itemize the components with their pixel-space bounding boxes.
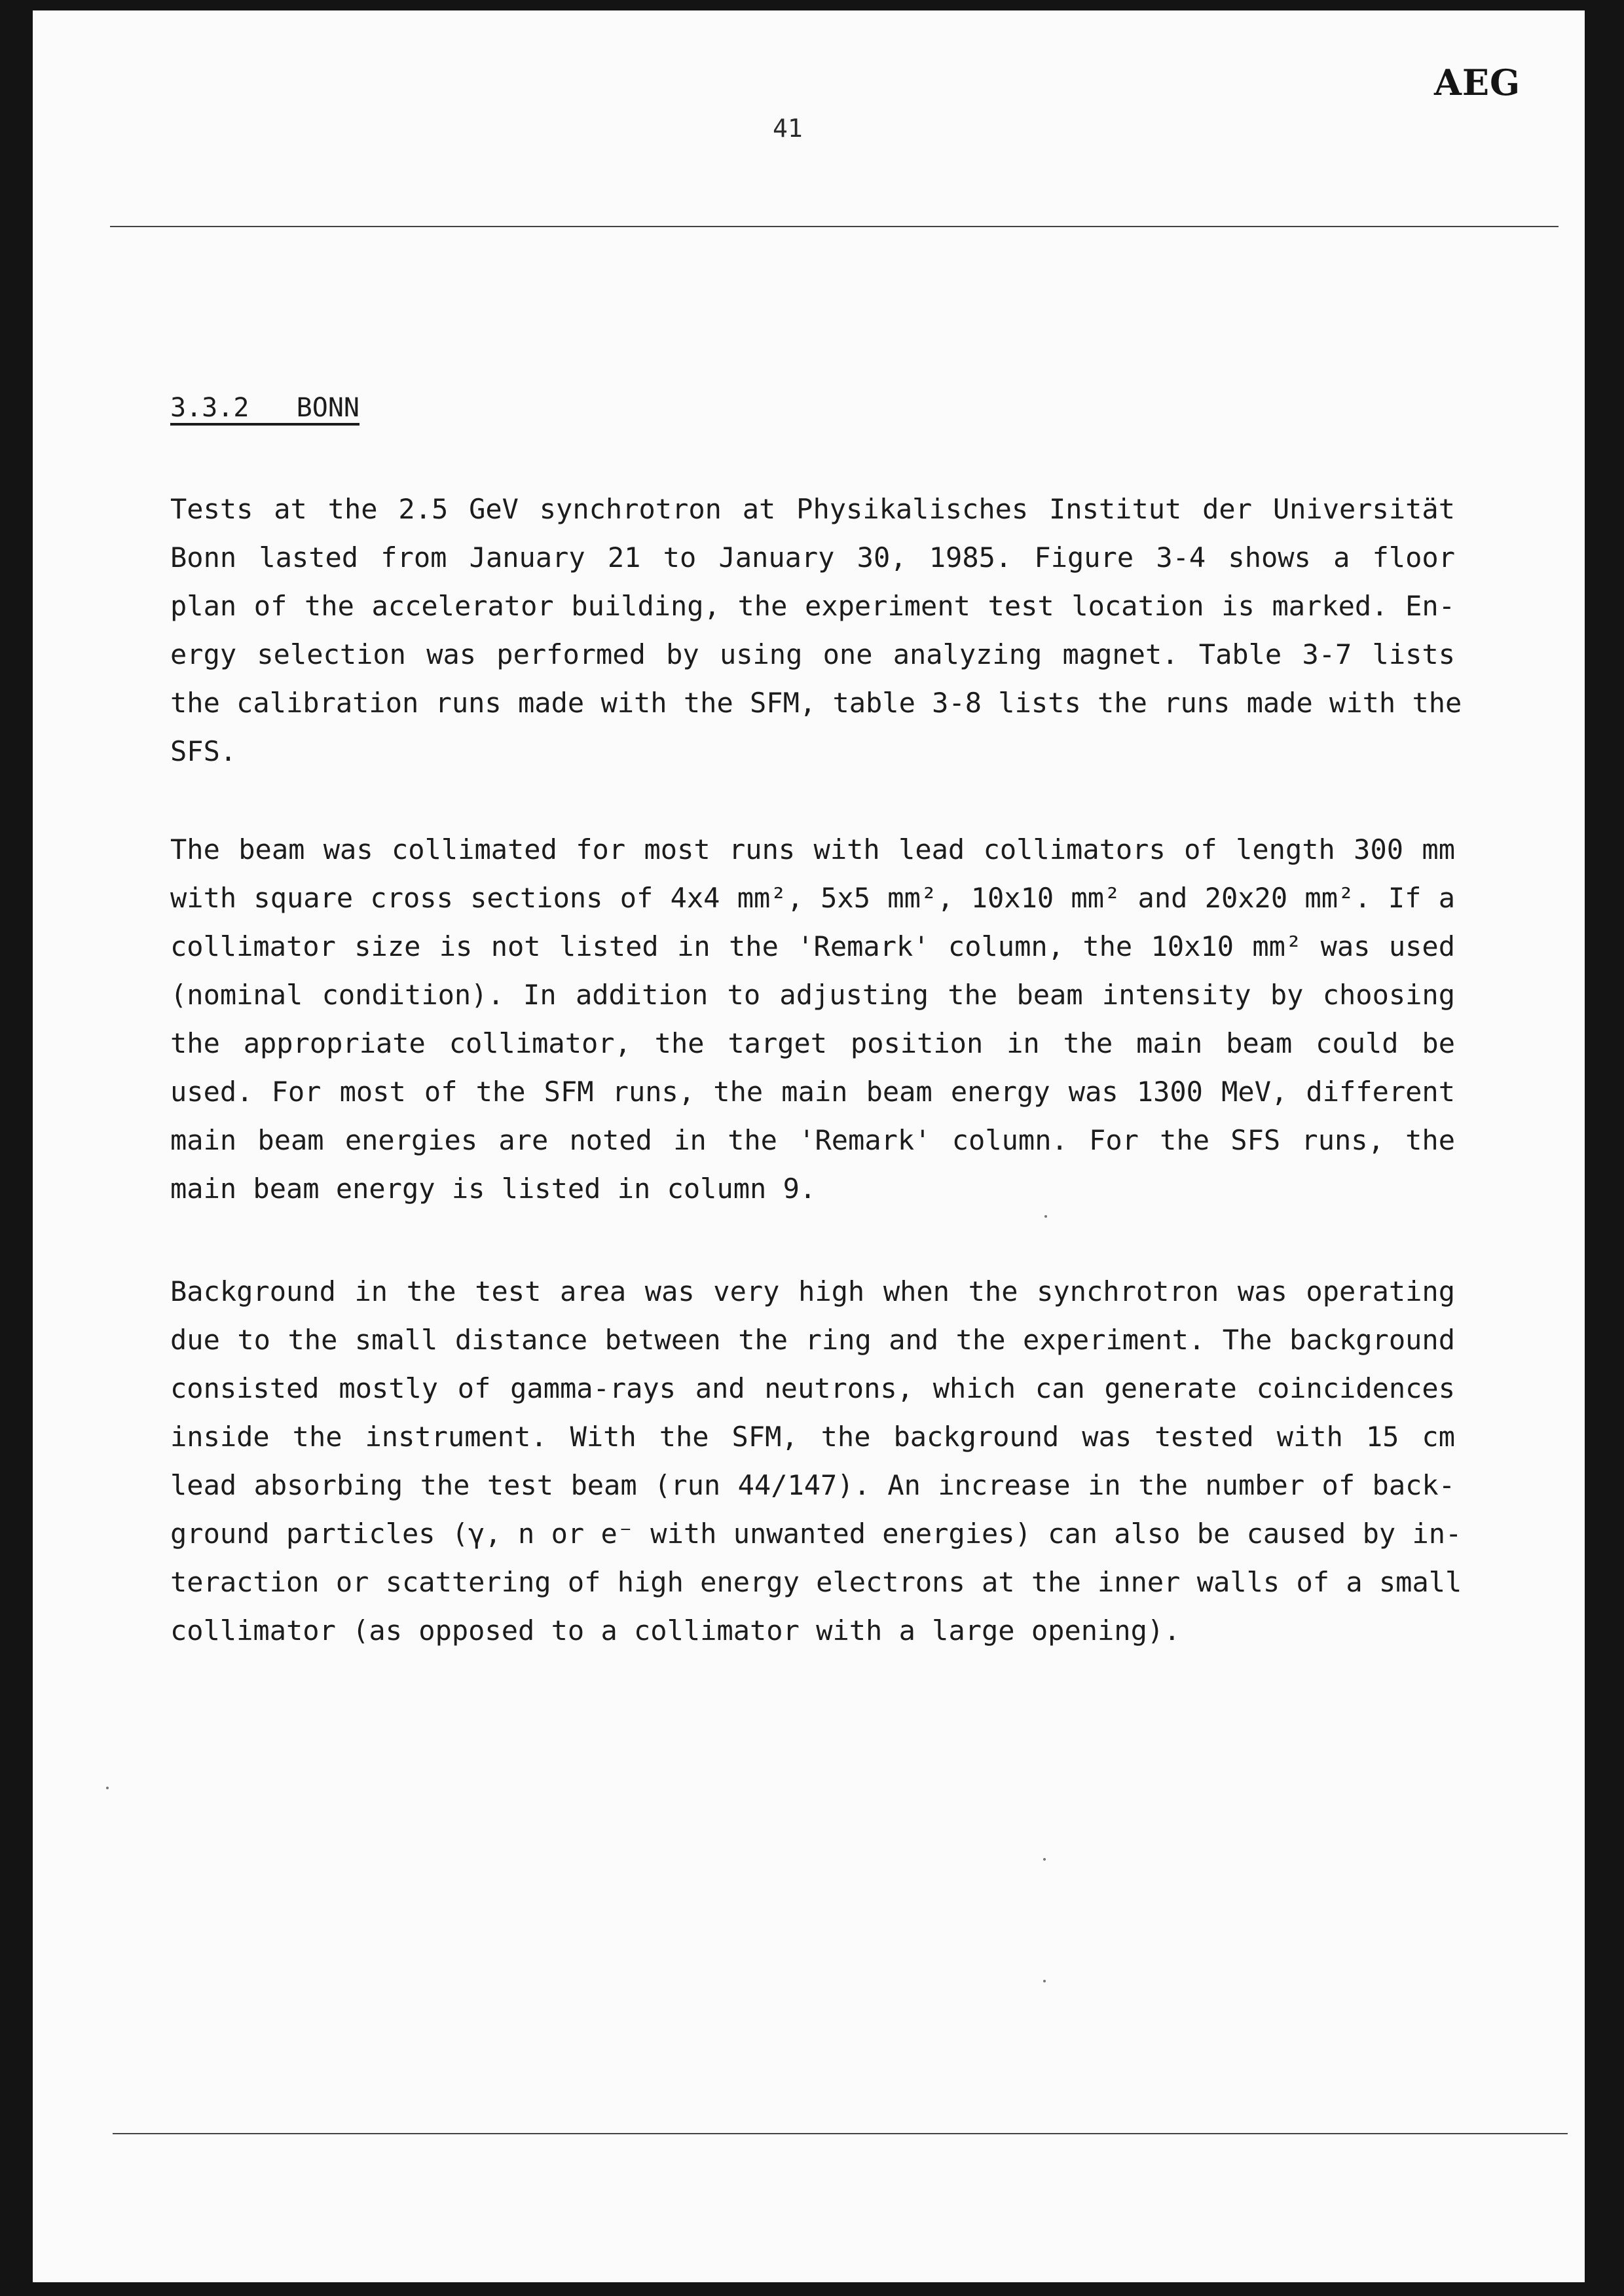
page-number: 41: [773, 114, 803, 143]
text-line: The beam was collimated for most runs with lead collimators of length 300 mm: [170, 833, 1455, 866]
document-page: [33, 10, 1585, 2282]
paragraph-2: [170, 826, 1455, 1213]
text-line: lead absorbing the test beam (run 44/147). An increase in the number of back-: [170, 1469, 1455, 1501]
text-line: ergy selection was performed by using one analyzing magnet. Table 3-7 lists: [170, 638, 1455, 670]
paragraph-1: [170, 485, 1462, 776]
text-line: with square cross sections of 4x4 mm², 5x5 mm², 10x10 mm² and 20x20 mm². If a: [170, 882, 1455, 914]
text-line: SFS.: [170, 735, 237, 767]
text-line: due to the small distance between the ring and the experiment. The background: [170, 1324, 1455, 1356]
header-rule: [110, 226, 1559, 227]
text-line: plan of the accelerator building, the experiment test location is marked. En-: [170, 590, 1455, 622]
text-line: Tests at the 2.5 GeV synchrotron at Physikalisches Institut der Universität: [170, 493, 1455, 525]
paragraph-3: [170, 1267, 1462, 1655]
text-line: the calibration runs made with the SFM, table 3-8 lists the runs made with the: [170, 687, 1462, 719]
text-line: Background in the test area was very high when the synchrotron was operating: [170, 1275, 1455, 1307]
text-line: ground particles (γ, n or e⁻ with unwanted energies) can also be caused by in-: [170, 1518, 1462, 1550]
text-line: consisted mostly of gamma-rays and neutrons, which can generate coincidences: [170, 1372, 1455, 1404]
text-line: main beam energy is listed in column 9.: [170, 1173, 817, 1205]
text-line: collimator (as opposed to a collimator with a large opening).: [170, 1614, 1181, 1647]
scan-speck: [106, 1787, 109, 1789]
text-line: used. For most of the SFM runs, the main beam energy was 1300 MeV, different: [170, 1076, 1455, 1108]
section-heading: 3.3.2 BONN: [170, 393, 360, 423]
brand-logo: AEG: [1434, 62, 1521, 103]
footer-rule: [113, 2133, 1568, 2134]
scan-speck: [1043, 1858, 1046, 1861]
text-line: the appropriate collimator, the target position in the main beam could be: [170, 1027, 1455, 1059]
text-line: teraction or scattering of high energy electrons at the inner walls of a small: [170, 1566, 1462, 1598]
scan-speck: [1043, 1980, 1046, 1982]
text-line: inside the instrument. With the SFM, the background was tested with 15 cm: [170, 1421, 1455, 1453]
scan-speck: [1044, 1215, 1047, 1218]
text-line: main beam energies are noted in the 'Remark' column. For the SFS runs, the: [170, 1124, 1455, 1156]
text-line: Bonn lasted from January 21 to January 30, 1985. Figure 3-4 shows a floor: [170, 541, 1455, 574]
text-line: collimator size is not listed in the 'Remark' column, the 10x10 mm² was used: [170, 930, 1455, 962]
text-line: (nominal condition). In addition to adjusting the beam intensity by choosing: [170, 979, 1455, 1011]
